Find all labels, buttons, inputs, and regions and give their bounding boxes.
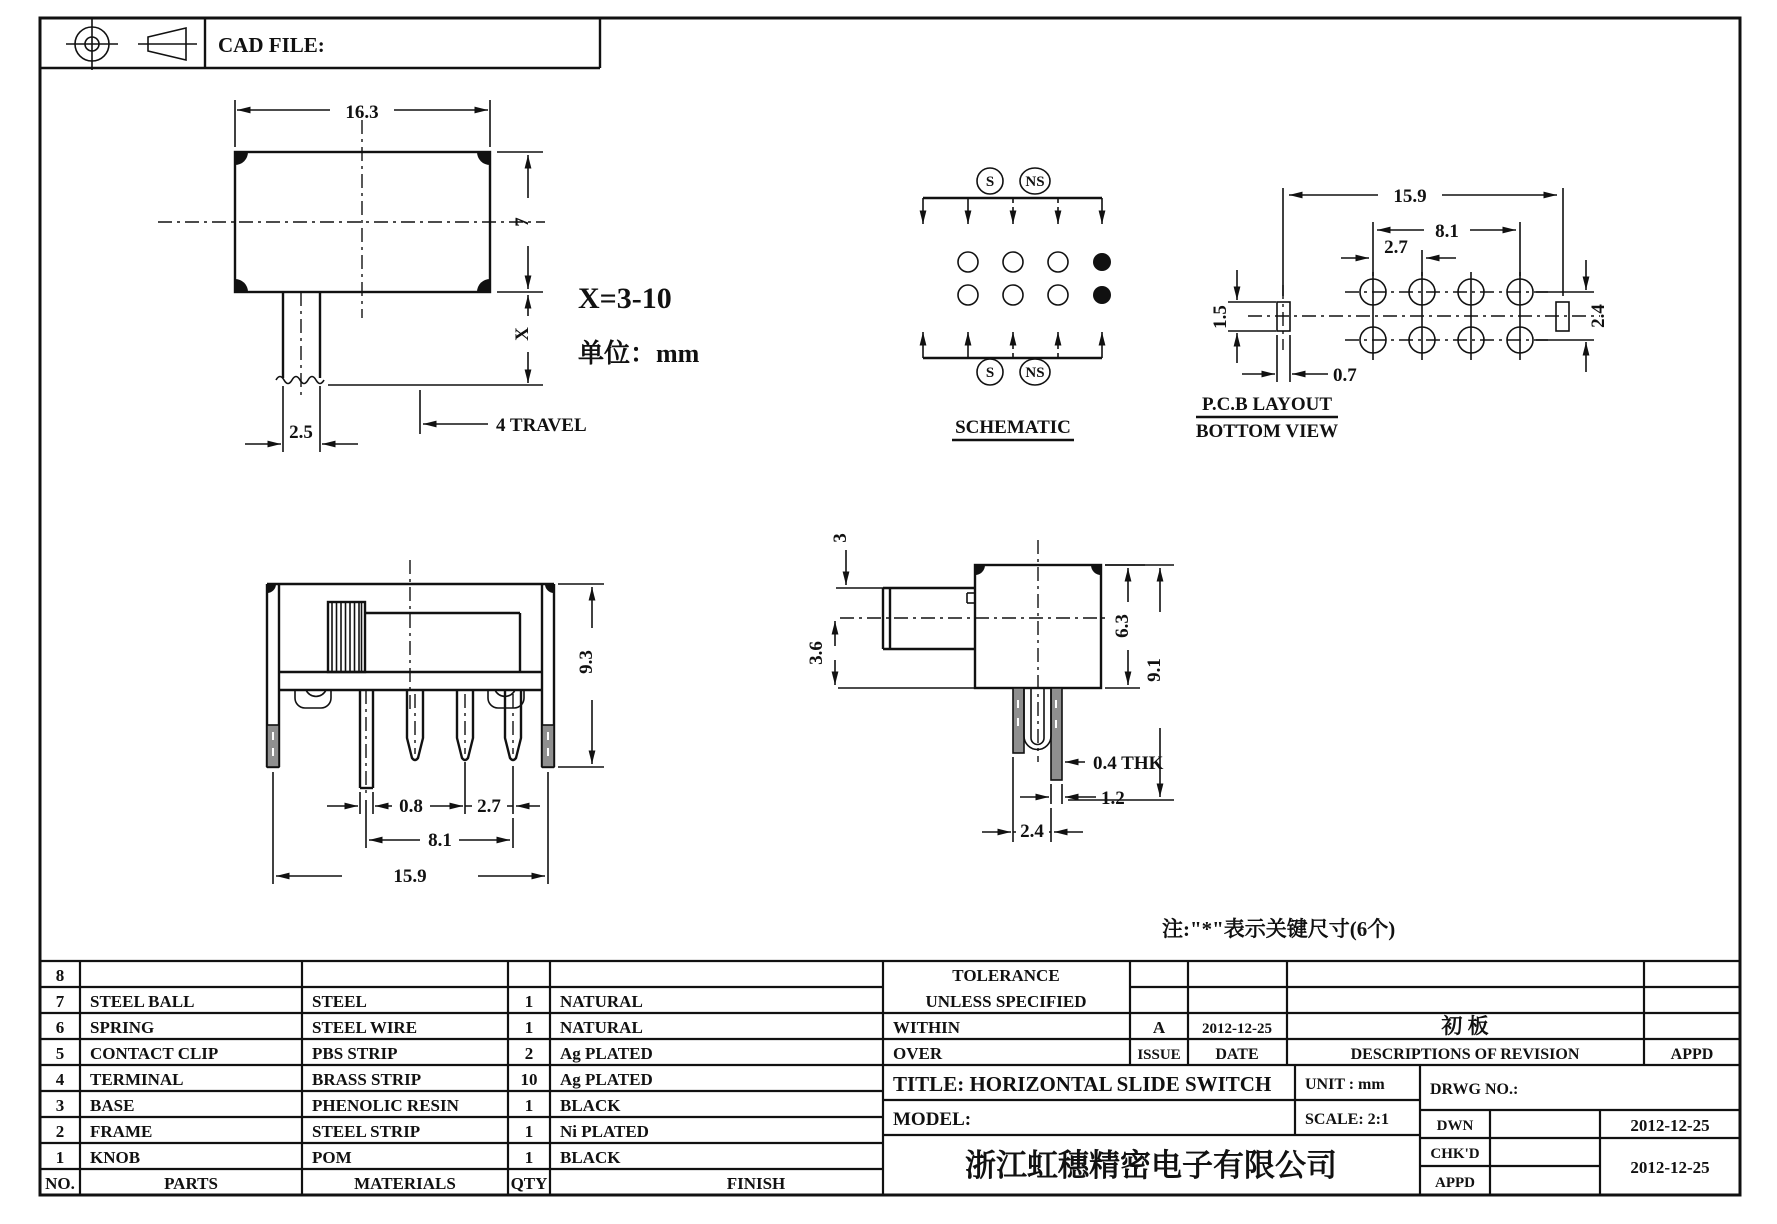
- dim-pcb-row-gap: 2.4: [1588, 304, 1609, 328]
- appd-label: APPD: [1435, 1175, 1475, 1191]
- row-finish: BLACK: [560, 1096, 621, 1115]
- row-materials: BRASS STRIP: [312, 1070, 422, 1089]
- schematic-s-top: S: [985, 174, 995, 190]
- dim-top-shaft: X: [512, 327, 533, 341]
- row-finish: Ni PLATED: [560, 1122, 649, 1141]
- dim-top-knob-width: 2.5: [289, 422, 313, 443]
- dim-top-width: 16.3: [345, 102, 379, 123]
- row-materials: PBS STRIP: [312, 1044, 398, 1063]
- pcb-label-2: BOTTOM VIEW: [1195, 421, 1339, 442]
- within-label: WITHIN: [893, 1018, 961, 1037]
- row-no: 3: [55, 1096, 65, 1115]
- row-qty: 1: [524, 992, 534, 1011]
- dim-front-height: 9.3: [576, 650, 597, 674]
- dim-side-body: 6.3: [1112, 614, 1133, 638]
- side-view: [806, 533, 1174, 842]
- row-no: 8: [55, 966, 65, 985]
- row-finish: Ag PLATED: [560, 1044, 653, 1063]
- dim-pcb-slot-h: 1.5: [1210, 305, 1231, 329]
- row-materials: PHENOLIC RESIN: [312, 1096, 459, 1115]
- row-parts: TERMINAL: [90, 1070, 184, 1089]
- schematic-view: [923, 168, 1111, 440]
- row-qty: 10: [520, 1070, 538, 1089]
- dim-side-overall: 9.1: [1144, 658, 1165, 682]
- header-finish: FINISH: [726, 1174, 786, 1193]
- row-no: 6: [55, 1018, 65, 1037]
- pcb-layout-view: [1196, 186, 1609, 442]
- tolerance-line2: UNLESS SPECIFIED: [925, 992, 1087, 1011]
- top-view: [158, 100, 587, 452]
- row-parts: KNOB: [90, 1148, 141, 1167]
- row-no: 2: [55, 1122, 65, 1141]
- dim-side-knob: 3: [830, 533, 851, 543]
- row-parts: STEEL BALL: [90, 992, 195, 1011]
- revision-label: DESCRIPTIONS OF REVISION: [1350, 1046, 1580, 1063]
- dwn-date: 2012-12-25: [1630, 1116, 1710, 1135]
- schematic-ns-bottom: NS: [1025, 365, 1045, 381]
- row-qty: 1: [524, 1148, 534, 1167]
- row-parts: BASE: [90, 1096, 135, 1115]
- row-finish: Ag PLATED: [560, 1070, 653, 1089]
- dim-side-pin: 1.2: [1101, 788, 1125, 809]
- row-no: 1: [55, 1148, 65, 1167]
- dim-front-span: 8.1: [428, 830, 452, 851]
- row-no: 7: [55, 992, 65, 1011]
- header-qty: QTY: [510, 1174, 548, 1193]
- drawing-title: TITLE: HORIZONTAL SLIDE SWITCH: [893, 1072, 1272, 1096]
- row-materials: POM: [312, 1148, 352, 1167]
- dim-pcb-span: 8.1: [1435, 221, 1459, 242]
- pcb-label-1: P.C.B LAYOUT: [1201, 394, 1333, 415]
- header-no: NO.: [45, 1174, 75, 1193]
- row-finish: NATURAL: [560, 1018, 643, 1037]
- chkd-label: CHK'D: [1430, 1146, 1480, 1162]
- drwg-no-label: DRWG NO.:: [1430, 1081, 1519, 1098]
- dwn-label: DWN: [1436, 1118, 1474, 1134]
- unit-label: UNIT : mm: [1305, 1076, 1385, 1093]
- date-label: DATE: [1215, 1046, 1259, 1063]
- row-finish: NATURAL: [560, 992, 643, 1011]
- row-no: 5: [55, 1044, 65, 1063]
- row-materials: STEEL WIRE: [312, 1018, 418, 1037]
- issue-value: A: [1152, 1018, 1166, 1037]
- model-label: MODEL:: [893, 1109, 972, 1130]
- cad-file-label: CAD FILE:: [218, 33, 325, 57]
- dim-top-height: 7: [512, 217, 533, 227]
- row-materials: STEEL STRIP: [312, 1122, 421, 1141]
- dim-top-travel: 4 TRAVEL: [496, 415, 587, 436]
- appd-col-label: APPD: [1670, 1046, 1714, 1063]
- tolerance-line1: TOLERANCE: [952, 966, 1060, 985]
- schematic-ns-top: NS: [1025, 174, 1045, 190]
- date-value: 2012-12-25: [1202, 1021, 1272, 1037]
- row-no: 4: [55, 1070, 65, 1089]
- issue-label: ISSUE: [1137, 1047, 1181, 1063]
- schematic-s-bottom: S: [985, 365, 995, 381]
- dim-front-pitch: 2.7: [477, 796, 501, 817]
- dim-side-thk: 0.4 THK: [1093, 753, 1164, 774]
- row-materials: STEEL: [312, 992, 367, 1011]
- front-view: [267, 560, 604, 887]
- scale-label: SCALE: 2:1: [1305, 1111, 1390, 1128]
- appd-date: 2012-12-25: [1630, 1158, 1710, 1177]
- row-parts: CONTACT CLIP: [90, 1044, 219, 1063]
- table-grid: [40, 961, 1740, 1195]
- row-qty: 1: [524, 1096, 534, 1115]
- row-finish: BLACK: [560, 1148, 621, 1167]
- dim-side-offset: 3.6: [806, 641, 827, 665]
- row-parts: FRAME: [90, 1122, 153, 1141]
- dim-pcb-slot-w: 0.7: [1333, 365, 1357, 386]
- row-parts: SPRING: [90, 1018, 155, 1037]
- key-dimension-note: 注:"*"表示关键尺寸(6个): [1162, 917, 1396, 941]
- revision-value: 初 板: [1441, 1014, 1489, 1038]
- row-qty: 2: [524, 1044, 534, 1063]
- dim-pcb-overall: 15.9: [1393, 186, 1427, 207]
- projection-symbols: [66, 18, 197, 70]
- x-range-note: X=3-10: [578, 282, 672, 315]
- schematic-label: SCHEMATIC: [955, 417, 1071, 438]
- header-parts: PARTS: [164, 1174, 218, 1193]
- company-name: 浙江虹穗精密电子有限公司: [965, 1148, 1337, 1183]
- dim-side-gap: 2.4: [1020, 821, 1044, 842]
- dim-front-pin-width: 0.8: [399, 796, 423, 817]
- row-qty: 1: [524, 1122, 534, 1141]
- over-label: OVER: [893, 1044, 943, 1063]
- dim-front-overall: 15.9: [393, 866, 427, 887]
- title-block: [893, 966, 1713, 1191]
- header-materials: MATERIALS: [354, 1174, 456, 1193]
- unit-note: 单位：mm: [578, 339, 700, 368]
- row-qty: 1: [524, 1018, 534, 1037]
- dim-pcb-pitch: 2.7: [1384, 237, 1408, 258]
- parts-table: [45, 966, 785, 1193]
